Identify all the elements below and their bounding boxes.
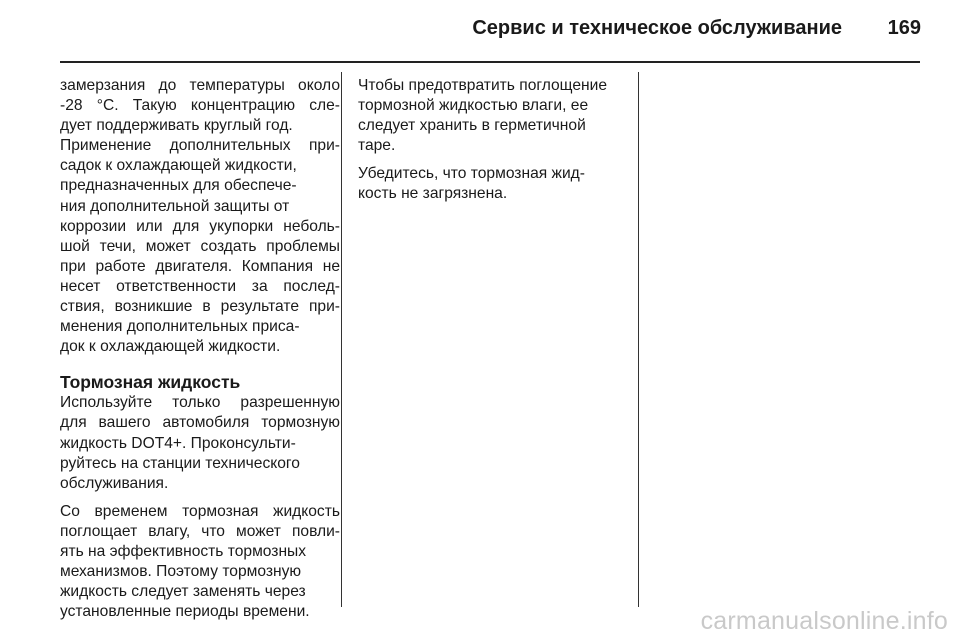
text-line: жидкость следует заменять через — [60, 583, 306, 601]
text-line: дует поддерживать круглый год. — [60, 117, 293, 135]
text-line: ять на эффективность тормозных — [60, 542, 307, 560]
text-line: поглощает влагу, что может повли- — [60, 522, 340, 540]
text-line: следует хранить в герметичной — [358, 117, 586, 135]
watermark: carmanualsonline.info — [700, 607, 948, 635]
text-line: для вашего автомобиля тормозную — [60, 414, 340, 432]
text-column-left — [60, 76, 340, 622]
text-line: коррозии или для укупорки неболь- — [60, 217, 340, 235]
text-line: ствия, возникшие в результате при- — [60, 298, 340, 316]
text-line: Чтобы предотвратить поглощение — [358, 77, 607, 94]
paragraph-storage — [358, 76, 628, 156]
paragraph-gap — [358, 156, 628, 164]
text-column-middle — [358, 76, 628, 205]
text-line: Убедитесь, что тормозная жид- — [358, 165, 585, 183]
text-line: при работе двигателя. Компания не — [60, 257, 340, 275]
section-heading-brake-fluid: Тормозная жидкость — [60, 372, 241, 393]
text-line: замерзания до температуры около — [60, 77, 340, 94]
text-line: предназначенных для обеспече- — [60, 177, 297, 195]
paragraph-brake-fluid-spec — [60, 393, 340, 493]
text-line: руйтесь на станции технического — [60, 454, 300, 472]
header-divider — [60, 61, 920, 63]
text-line: несет ответственности за послед- — [60, 277, 340, 295]
paragraph-brake-fluid-moisture — [60, 502, 340, 623]
text-line: установленные периоды времени. — [60, 603, 310, 621]
text-line: механизмов. Поэтому тормозную — [60, 563, 302, 581]
text-line: док к охлаждающей жидкости. — [60, 338, 281, 356]
text-line: садок к охлаждающей жидкости, — [60, 157, 297, 175]
text-line: Используйте только разрешенную — [60, 394, 340, 412]
text-line: кость не загрязнена. — [358, 185, 508, 203]
text-line: тормозной жидкостью влаги, ее — [358, 97, 589, 115]
text-line: таре. — [358, 137, 396, 155]
paragraph-coolant — [60, 76, 340, 357]
page-title: Сервис и техническое обслуживание — [472, 17, 842, 39]
text-line: Применение дополнительных при- — [60, 137, 340, 155]
paragraph-contamination — [358, 164, 628, 204]
text-line: обслуживания. — [60, 474, 169, 492]
text-line: менения дополнительных приса- — [60, 318, 300, 336]
text-line: Со временем тормозная жидкость — [60, 502, 340, 520]
page-number: 169 — [887, 17, 921, 39]
column-divider — [341, 72, 342, 607]
column-divider — [638, 72, 639, 607]
text-line: жидкость DOT4+. Проконсульти- — [60, 434, 296, 452]
text-line: ния дополнительной защиты от — [60, 197, 290, 215]
text-line: шой течи, может создать проблемы — [60, 237, 340, 255]
paragraph-gap — [60, 494, 340, 502]
text-line: -28 °C. Такую концентрацию сле- — [60, 97, 340, 115]
